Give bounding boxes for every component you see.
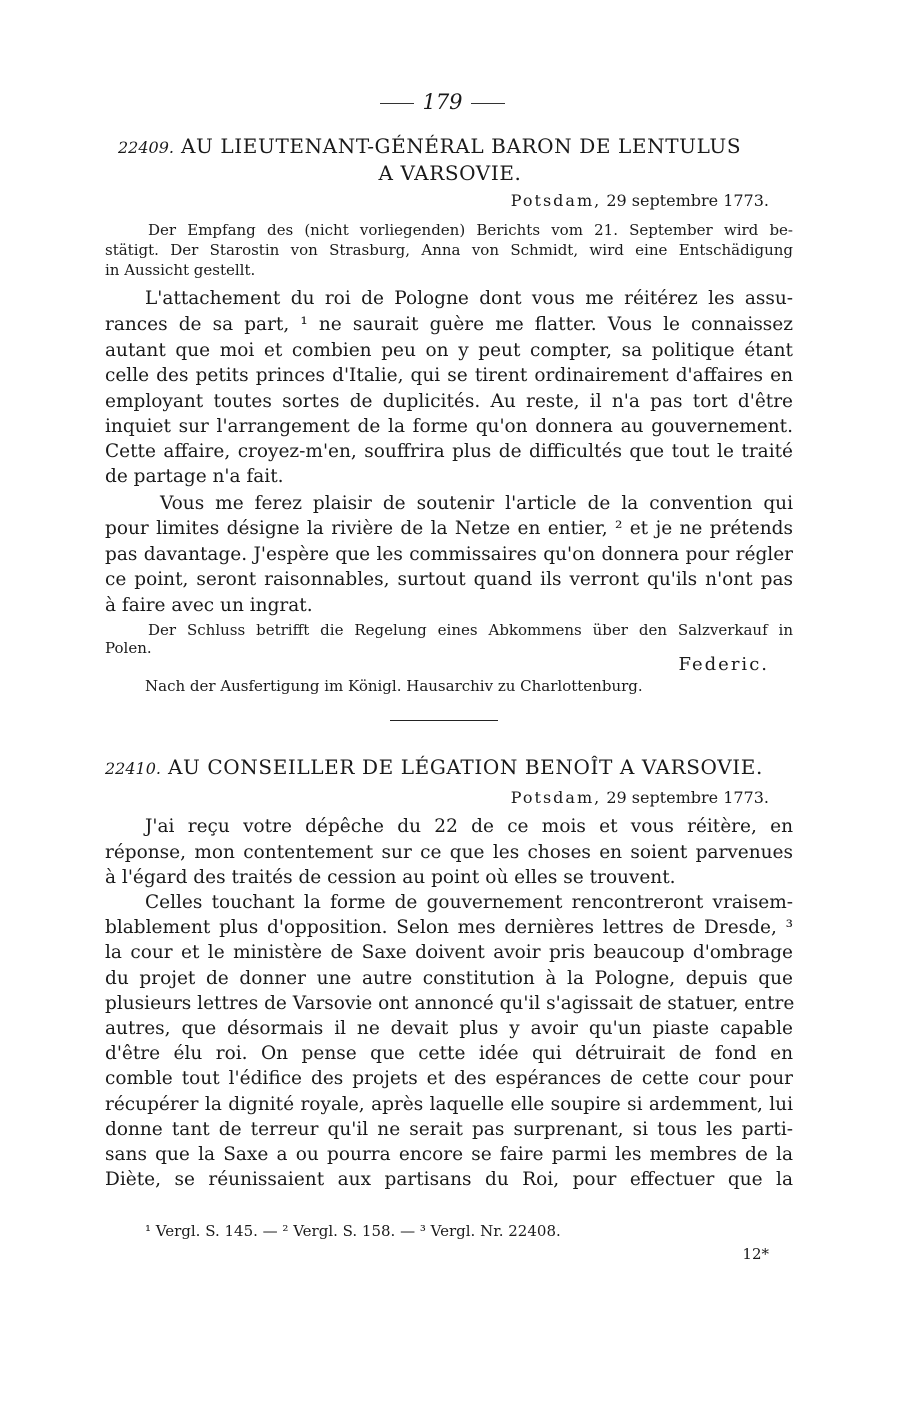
- letter2-para1-line: à l'égard des traités de cession au point où elles se trouvent.: [105, 867, 676, 888]
- letter2-para2-line: autres, que désormais il ne devait plus y avoir qu'un piaste capable: [105, 1018, 793, 1039]
- letter2-heading-text: AU CONSEILLER DE LÉGATION BENOÎT A VARSOVIE.: [167, 755, 763, 779]
- letter2-para2-line: récupérer la dignité royale, après laquelle elle soupire si ardemment, lui: [105, 1094, 793, 1115]
- letter2-para1-line: réponse, mon contentement sur ce que les choses en soient parvenues: [105, 842, 793, 863]
- letter1-para1-line: autant que moi et combien peu on y peut compter, sa politique étant: [105, 340, 793, 361]
- footnotes: ¹ Vergl. S. 145. — ² Vergl. S. 158. — ³ Vergl. Nr. 22408.: [145, 1222, 561, 1240]
- letter1-date: 29 septembre 1773.: [606, 191, 769, 210]
- letter1-heading-line2: A VARSOVIE.: [378, 161, 522, 185]
- page-number: 179: [370, 90, 515, 114]
- letter1-heading-line1: AU LIEUTENANT-GÉNÉRAL BARON DE LENTULUS: [180, 134, 742, 158]
- letter1-place: Potsdam,: [510, 191, 602, 210]
- letter1-para2-line: ce point, seront raisonnables, surtout quand ils verront qu'ils n'ont pas: [105, 569, 793, 590]
- letter1-dateline: [511, 191, 769, 210]
- letter2-date: 29 septembre 1773.: [606, 788, 769, 807]
- letter1-para1-line: inquiet sur l'arrangement de la forme qu'on donnera au gouvernement.: [105, 416, 793, 437]
- letter1-para1-line: Cette affaire, croyez-m'en, souffrira plus de difficultés que tout le traité: [105, 441, 793, 462]
- letter1-summary-line: in Aussicht gestellt.: [105, 261, 256, 279]
- letter2-heading: [105, 755, 763, 779]
- page-number-dash-right: [471, 103, 505, 104]
- letter2-para2-line: donne tant de terreur qu'il ne serait pas surprenant, si tous les parti-: [105, 1119, 793, 1140]
- letter1-para2-line: Vous me ferez plaisir de soutenir l'article de la convention qui: [160, 493, 793, 514]
- letter1-para2-line: pas davantage. J'espère que les commissaires qu'on donnera pour régler: [105, 544, 793, 565]
- letter1-summary-line: Der Empfang des (nicht vorliegenden) Berichts vom 21. September wird be-: [148, 221, 793, 239]
- letter1-number: 22409.: [118, 138, 174, 157]
- letter2-para2-line: blablement plus d'opposition. Selon mes dernières lettres de Dresde, ³: [105, 917, 793, 938]
- letter2-para2-line: plusieurs lettres de Varsovie ont annoncé qu'il s'agissait de statuer, entre: [105, 993, 795, 1014]
- letter2-para2-line: Diète, se réunissaient aux partisans du Roi, pour effectuer que la: [105, 1169, 793, 1190]
- printer-signature-mark: 12*: [742, 1245, 769, 1263]
- page-number-dash-left: [380, 103, 414, 104]
- letter2-dateline: [511, 788, 769, 807]
- letter1-para1-line: L'attachement du roi de Pologne dont vous me réitérez les assu-: [145, 288, 793, 309]
- letter1-para1-line: de partage n'a fait.: [105, 466, 284, 487]
- letter2-para1-line: J'ai reçu votre dépêche du 22 de ce mois et vous réitère, en: [145, 816, 793, 837]
- letter1-closing-note-line: Der Schluss betrifft die Regelung eines Abkommens über den Salzverkauf in: [148, 621, 793, 639]
- letter2-para2-line: sans que la Saxe a ou pourra encore se faire parmi les membres de la: [105, 1144, 793, 1165]
- letter1-closing-note-line: Polen.: [105, 639, 152, 657]
- letter2-para2-line: la cour et le ministère de Saxe doivent avoir pris beaucoup d'ombrage: [105, 942, 793, 963]
- letter1-para2-line: pour limites désigne la rivière de la Netze en entier, ² et je ne prétends: [105, 518, 793, 539]
- letter2-place: Potsdam,: [510, 788, 602, 807]
- letter1-signature: Federic.: [678, 654, 769, 675]
- letter1-summary-line: stätigt. Der Starostin von Strasburg, Anna von Schmidt, wird eine Entschädigung: [105, 241, 793, 259]
- letter2-para2-line: du projet de donner une autre constitution à la Pologne, depuis que: [105, 968, 793, 989]
- letter1-heading: [118, 134, 741, 158]
- letter1-para2-line: à faire avec un ingrat.: [105, 595, 313, 616]
- letter2-para2-line: d'être élu roi. On pense que cette idée qui détruirait de fond en: [105, 1043, 793, 1064]
- letter2-number: 22410.: [105, 759, 161, 778]
- letter1-source: Nach der Ausfertigung im Königl. Hausarchiv zu Charlottenburg.: [145, 677, 643, 695]
- letter2-para2-line: Celles touchant la forme de gouvernement rencontreront vraisem-: [145, 892, 793, 913]
- section-divider: [390, 720, 498, 721]
- letter1-para1-line: rances de sa part, ¹ ne saurait guère me flatter. Vous le connaissez: [105, 314, 793, 335]
- letter2-para2-line: comble tout l'édifice des projets et des espérances de cette cour pour: [105, 1068, 793, 1089]
- letter1-para1-line: employant toutes sortes de duplicités. Au reste, il n'a pas tort d'être: [105, 391, 793, 412]
- letter1-para1-line: celle des petits princes d'Italie, qui se tirent ordinairement d'affaires en: [105, 365, 793, 386]
